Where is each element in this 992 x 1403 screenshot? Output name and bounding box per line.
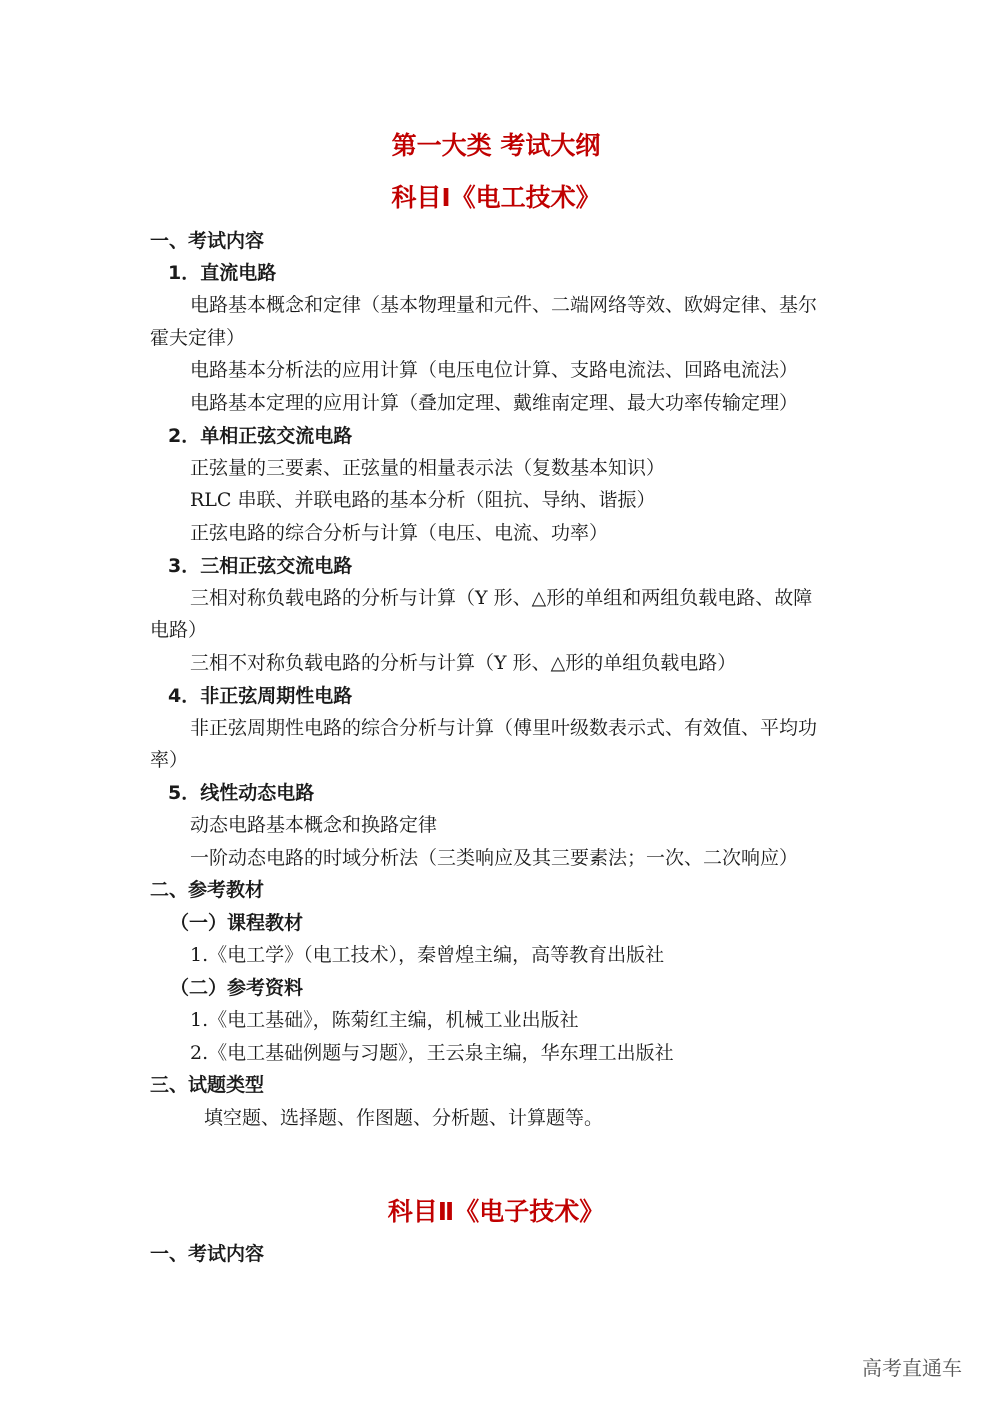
topic-heading-dynamic-circuit: 5．线性动态电路 (168, 782, 315, 804)
section-heading-question-types: 三、试题类型 (150, 1074, 265, 1096)
topic-line: 一阶动态电路的时域分析法（三类响应及其三要素法；一次、二次响应） (190, 847, 799, 869)
topic-line: 电路） (150, 619, 208, 641)
subsection-heading-materials: （二）参考资料 (170, 977, 304, 999)
topic-line: 三相不对称负载电路的分析与计算（Y 形、△形的单组负载电路） (190, 652, 737, 674)
topic-heading-nonsinusoidal: 4．非正弦周期性电路 (168, 685, 353, 707)
topic-heading-dc-circuit: 1．直流电路 (168, 262, 277, 284)
question-types-text: 填空题、选择题、作图题、分析题、计算题等。 (204, 1107, 604, 1129)
topic-line: 动态电路基本概念和换路定律 (190, 814, 438, 836)
subject-2-title: 科目Ⅱ《电子技术》 (387, 1197, 605, 1226)
topic-line: 三相对称负载电路的分析与计算（Y 形、△形的单组和两组负载电路、故障 (190, 587, 813, 609)
topic-line: 正弦电路的综合分析与计算（电压、电流、功率） (190, 522, 609, 544)
topic-heading-three-phase: 3．三相正弦交流电路 (168, 555, 353, 577)
topic-line: RLC 串联、并联电路的基本分析（阻抗、导纳、谐振） (190, 489, 656, 511)
topic-line: 正弦量的三要素、正弦量的相量表示法（复数基本知识） (190, 457, 666, 479)
subject-1-title: 科目Ⅰ《电工技术》 (391, 183, 601, 212)
topic-line: 非正弦周期性电路的综合分析与计算（傅里叶级数表示式、有效值、平均功 (190, 717, 818, 739)
topic-line: 电路基本分析法的应用计算（电压电位计算、支路电流法、回路电流法） (190, 359, 799, 381)
section-heading-exam-content: 一、考试内容 (150, 230, 265, 252)
topic-line: 霍夫定律） (150, 327, 246, 349)
topic-line: 率） (150, 749, 189, 771)
subsection-heading-textbook: （一）课程教材 (170, 912, 304, 934)
section-heading-references: 二、参考教材 (150, 879, 265, 901)
document-title: 第一大类 考试大纲 (391, 131, 601, 160)
topic-line: 电路基本定理的应用计算（叠加定理、戴维南定理、最大功率传输定理） (190, 392, 799, 414)
topic-heading-single-phase: 2．单相正弦交流电路 (168, 425, 353, 447)
reference-item: 1.《电工基础》，陈菊红主编，机械工业出版社 (190, 1009, 579, 1031)
reference-item: 2.《电工基础例题与习题》，王云泉主编，华东理工出版社 (190, 1042, 674, 1064)
watermark: 高考直通车 (862, 1356, 962, 1380)
reference-item: 1.《电工学》（电工技术），秦曾煌主编，高等教育出版社 (190, 944, 665, 966)
section-heading-exam-content-2: 一、考试内容 (150, 1243, 265, 1265)
topic-line: 电路基本概念和定律（基本物理量和元件、二端网络等效、欧姆定律、基尔 (190, 294, 818, 316)
